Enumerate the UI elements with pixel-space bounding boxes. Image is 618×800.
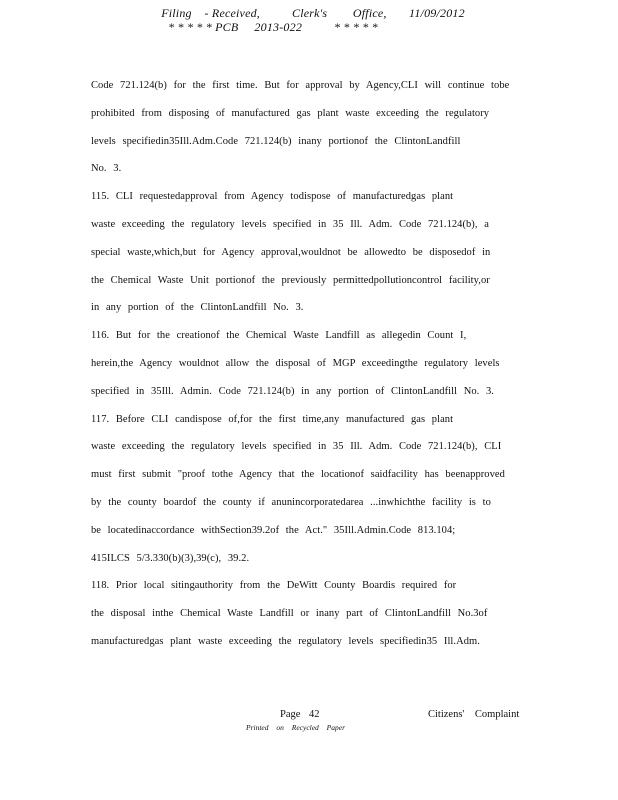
body-line: herein,the Agency wouldnot allow the disposal of MGP exceedingthe regulatory levels: [91, 357, 500, 369]
body-line: by the county boardof the county if anunincorporatedarea ...inwhichthe facility is to: [91, 496, 491, 508]
body-line: be locatedinaccordance withSection39.2of the Act." 35Ill.Admin.Code 813.104;: [91, 524, 456, 536]
body-line: in any portion of the ClintonLandfill No. 3.: [91, 302, 304, 314]
body-line: waste exceeding the regulatory levels specified in 35 Ill. Adm. Code 721.124(b), CLI: [91, 441, 502, 453]
body-line: waste exceeding the regulatory levels specified in 35 Ill. Adm. Code 721.124(b), a: [91, 218, 489, 230]
case-number-stamp: * * * * * PCB 2013-022 * * * * *: [168, 20, 378, 34]
body-line: the Chemical Waste Unit portionof the previously permittedpollutioncontrol facility,or: [91, 274, 490, 286]
document-body: [91, 72, 511, 656]
filing-stamp-line: Filing - Received, Clerk's Office, 11/09/2012: [161, 6, 465, 20]
document-title-footer: Citizens' Complaint: [428, 709, 520, 720]
body-line: levels specifiedin35Ill.Adm.Code 721.124(b) inany portionof the ClintonLandfill: [91, 135, 461, 147]
body-line: the disposal inthe Chemical Waste Landfill or inany part of ClintonLandfill No.3of: [91, 608, 488, 620]
paragraph-118-start: 118. Prior local sitingauthority from the DeWitt County Boardis required for: [91, 580, 457, 592]
printed-on-recycled-paper-note: Printed on Recycled Paper: [246, 723, 346, 732]
paragraph-115-start: 115. CLI requestedapproval from Agency todispose of manufacturedgas plant: [91, 191, 454, 203]
body-line: specified in 35Ill. Admin. Code 721.124(b) in any portion of ClintonLandfill No. 3.: [91, 385, 494, 397]
body-line: special waste,which,but for Agency approval,wouldnot be allowedto be disposedof in: [91, 246, 491, 258]
body-line: 415ILCS 5/3.330(b)(3),39(c), 39.2.: [91, 552, 250, 564]
body-line: Code 721.124(b) for the first time. But for approval by Agency,CLI will continue tobe: [91, 80, 510, 91]
body-line: No. 3.: [91, 163, 122, 175]
body-line: must first submit "proof tothe Agency that the locationof saidfacility has beenapproved: [91, 469, 505, 481]
paragraph-117-start: 117. Before CLI candispose of,for the first time,any manufactured gas plant: [91, 413, 454, 425]
body-line: manufacturedgas plant waste exceeding the regulatory levels specifiedin35 Ill.Adm.: [91, 635, 480, 647]
page-number: Page 42: [280, 709, 320, 720]
body-line: prohibited from disposing of manufactured gas plant waste exceeding the regulatory: [91, 107, 490, 119]
paragraph-116-start: 116. But for the creationof the Chemical Waste Landfill as allegedin Count I,: [91, 330, 467, 342]
